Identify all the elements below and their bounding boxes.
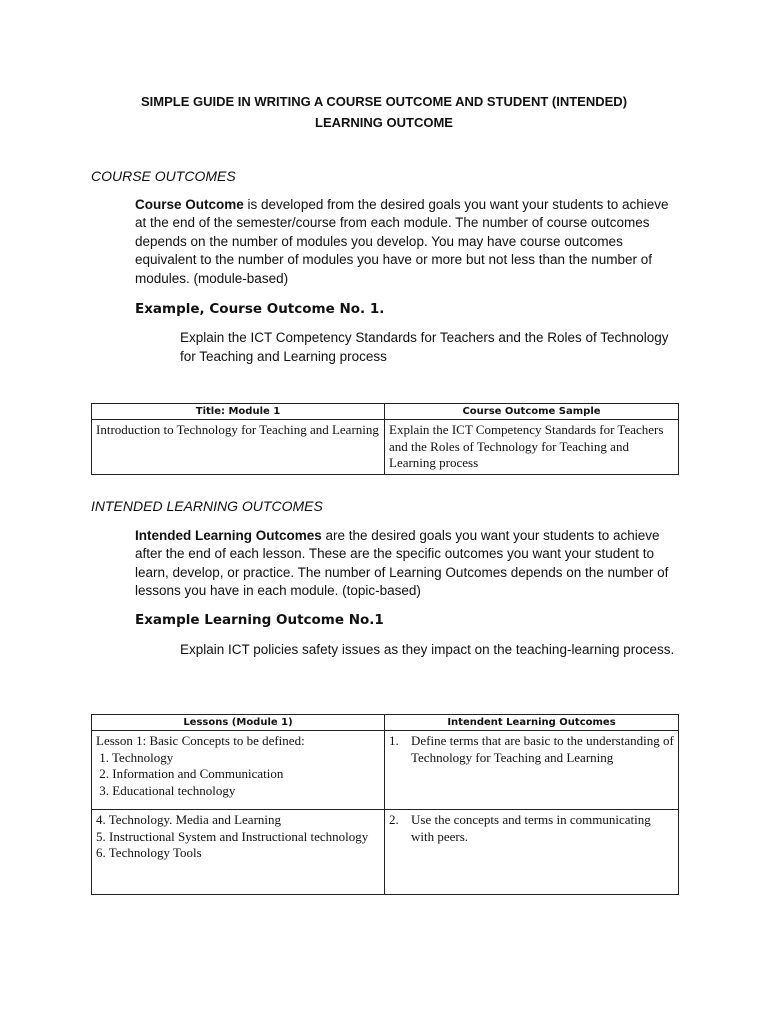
lessons-cell: [92, 810, 385, 895]
course-outcome-table-header-sample: Course Outcome Sample: [385, 404, 679, 420]
course-outcome-example-label: Example, Course Outcome No. 1.: [135, 301, 385, 317]
lesson-line: 1. Technology: [96, 749, 174, 765]
course-outcome-description: is developed from the desired goals you want your students to achieve at the end of the semester/course from each module. The number of course outcomes depends on the number of modules you develop. You may have course outcomes equivalent to the number of modules you have or more but not less than the number of modules. (module-based): [135, 197, 669, 286]
table-row: [92, 420, 679, 475]
lesson-line: 5. Instructional System and Instructional technology: [96, 828, 369, 844]
lesson-line: 3. Educational technology: [96, 782, 236, 798]
lesson-line: Lesson 1: Basic Concepts to be defined:: [96, 733, 305, 748]
table-row: [92, 731, 679, 810]
learning-outcome-example-label: Example Learning Outcome No.1: [135, 612, 384, 628]
outcome-text: Use the concepts and terms in communicating with peers.: [411, 812, 651, 844]
outcome-number: 1.: [389, 733, 399, 748]
intended-learning-outcomes-heading: INTENDED LEARNING OUTCOMES: [91, 498, 323, 514]
outcome-cell: [385, 810, 679, 895]
intended-learning-outcome-term: Intended Learning Outcomes: [135, 528, 322, 543]
numbered-outcome: [389, 812, 674, 845]
learning-outcome-table: [91, 714, 679, 895]
table-row: [92, 810, 679, 895]
course-outcome-table-header-row: [92, 404, 679, 420]
lessons-cell: [92, 731, 385, 810]
course-outcomes-heading: COURSE OUTCOMES: [91, 168, 236, 184]
document-title-line-1: SIMPLE GUIDE IN WRITING A COURSE OUTCOME AND STUDENT (INTENDED): [140, 94, 628, 109]
module-title-cell: Introduction to Technology for Teaching and Learning: [92, 420, 385, 475]
document-title: [90, 91, 678, 133]
lesson-line: 4. Technology. Media and Learning: [96, 812, 282, 827]
intended-learning-outcome-paragraph: [135, 527, 680, 601]
course-outcome-table-header-module: Title: Module 1: [92, 404, 385, 420]
outcome-cell: [385, 731, 679, 810]
lesson-line: 6. Technology Tools: [96, 845, 202, 860]
course-outcome-example-text: Explain the ICT Competency Standards for Teachers and the Roles of Technology for Teaching and Learning process: [180, 330, 669, 364]
intended-learning-outcome-description: are the desired goals you want your students to achieve after the end of each lesson. These are the specific outcomes you want your student to learn, develop, or practice. The number of Learning Outcomes depends on the number of lessons you have in each module. (topic-based): [135, 528, 669, 599]
course-outcome-sample-cell: Explain the ICT Competency Standards for Teachers and the Roles of Technology for Teaching and Learning process: [385, 420, 679, 475]
learning-outcome-table-header-outcomes: Intendent Learning Outcomes: [385, 715, 679, 731]
outcome-text: Define terms that are basic to the understanding of Technology for Teaching and Learning: [411, 733, 674, 765]
numbered-outcome: [389, 733, 674, 766]
learning-outcome-example-text: Explain ICT policies safety issues as they impact on the teaching-learning process.: [180, 642, 675, 657]
course-outcome-table: [91, 403, 679, 475]
document-title-line-2: LEARNING OUTCOME: [315, 115, 453, 130]
lesson-line: 2. Information and Communication: [96, 766, 284, 781]
learning-outcome-table-header-lessons: Lessons (Module 1): [92, 715, 385, 731]
outcome-number: 2.: [389, 812, 399, 827]
course-outcome-paragraph: [135, 196, 680, 288]
course-outcome-term: Course Outcome: [135, 197, 244, 212]
learning-outcome-table-header-row: [92, 715, 679, 731]
